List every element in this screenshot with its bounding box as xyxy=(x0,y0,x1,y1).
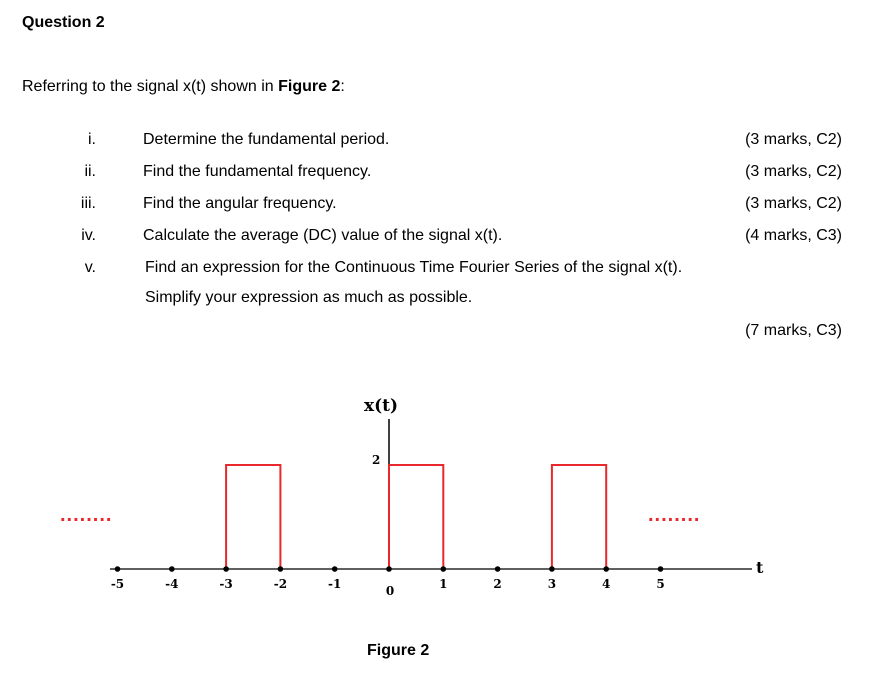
tick-label: -5 xyxy=(110,577,125,591)
item-number-iii: iii. xyxy=(80,195,96,212)
tick-label: 5 xyxy=(656,577,665,591)
tick-dot--3 xyxy=(223,566,229,572)
tick-dot-1 xyxy=(441,566,447,572)
tick-label: -3 xyxy=(219,577,233,591)
tick-dot--5 xyxy=(115,566,121,572)
item-number-ii: ii. xyxy=(84,163,96,180)
question-title: Question 2 xyxy=(22,14,105,31)
item-number-i: i. xyxy=(88,131,96,148)
item-marks-i: (3 marks, C2) xyxy=(745,131,842,148)
tick-label: 1 xyxy=(439,577,448,591)
tick-label: -4 xyxy=(165,577,179,591)
tick-label: 4 xyxy=(602,577,611,591)
tick-dot-0 xyxy=(386,566,392,572)
tick-label: 2 xyxy=(493,577,502,591)
item-text-ii: Find the fundamental frequency. xyxy=(143,163,372,180)
item-text-iv: Calculate the average (DC) value of the signal x(t). xyxy=(143,227,503,244)
tick-label: -2 xyxy=(273,577,288,591)
item-marks-iii: (3 marks, C2) xyxy=(745,195,842,212)
item-marks-ii: (3 marks, C2) xyxy=(745,163,842,180)
item-number-iv: iv. xyxy=(81,227,96,244)
tick-label: -1 xyxy=(328,577,342,591)
tick-label: 0 xyxy=(385,584,395,598)
tick-dot--4 xyxy=(169,566,175,572)
tick-label: 3 xyxy=(547,577,557,591)
item-text-v-continued: Simplify your expression as much as possible. xyxy=(145,289,473,306)
figure-caption: Figure 2 xyxy=(367,642,430,659)
intro-prefix: Referring to the signal x(t) shown in xyxy=(22,78,279,95)
item-text-iii: Find the angular frequency. xyxy=(143,195,337,212)
tick-dot-4 xyxy=(603,566,609,572)
pulse-1 xyxy=(226,465,280,569)
pulse-2 xyxy=(389,465,443,569)
right-ellipsis: ........ xyxy=(648,504,701,526)
tick-dot-2 xyxy=(495,566,501,572)
left-ellipsis: ........ xyxy=(60,504,113,526)
item-marks-v: (7 marks, C3) xyxy=(745,322,842,339)
figure-reference: Figure 2 xyxy=(278,78,341,95)
tick-dot--2 xyxy=(278,566,284,572)
item-text-v: Find an expression for the Continuous Time Fourier Series of the signal x(t). xyxy=(145,259,683,276)
item-number-v: v. xyxy=(84,259,96,276)
tick-dot--1 xyxy=(332,566,338,572)
item-text-i: Determine the fundamental period. xyxy=(143,131,390,148)
item-marks-iv: (4 marks, C3) xyxy=(745,227,842,244)
tick-dot-5 xyxy=(658,566,664,572)
x-axis-label: t xyxy=(756,558,764,577)
intro-suffix: : xyxy=(340,78,345,95)
pulse-3 xyxy=(552,465,606,569)
tick-dot-3 xyxy=(549,566,555,572)
amplitude-label: 2 xyxy=(372,453,381,467)
y-axis-label: x(t) xyxy=(364,396,399,416)
